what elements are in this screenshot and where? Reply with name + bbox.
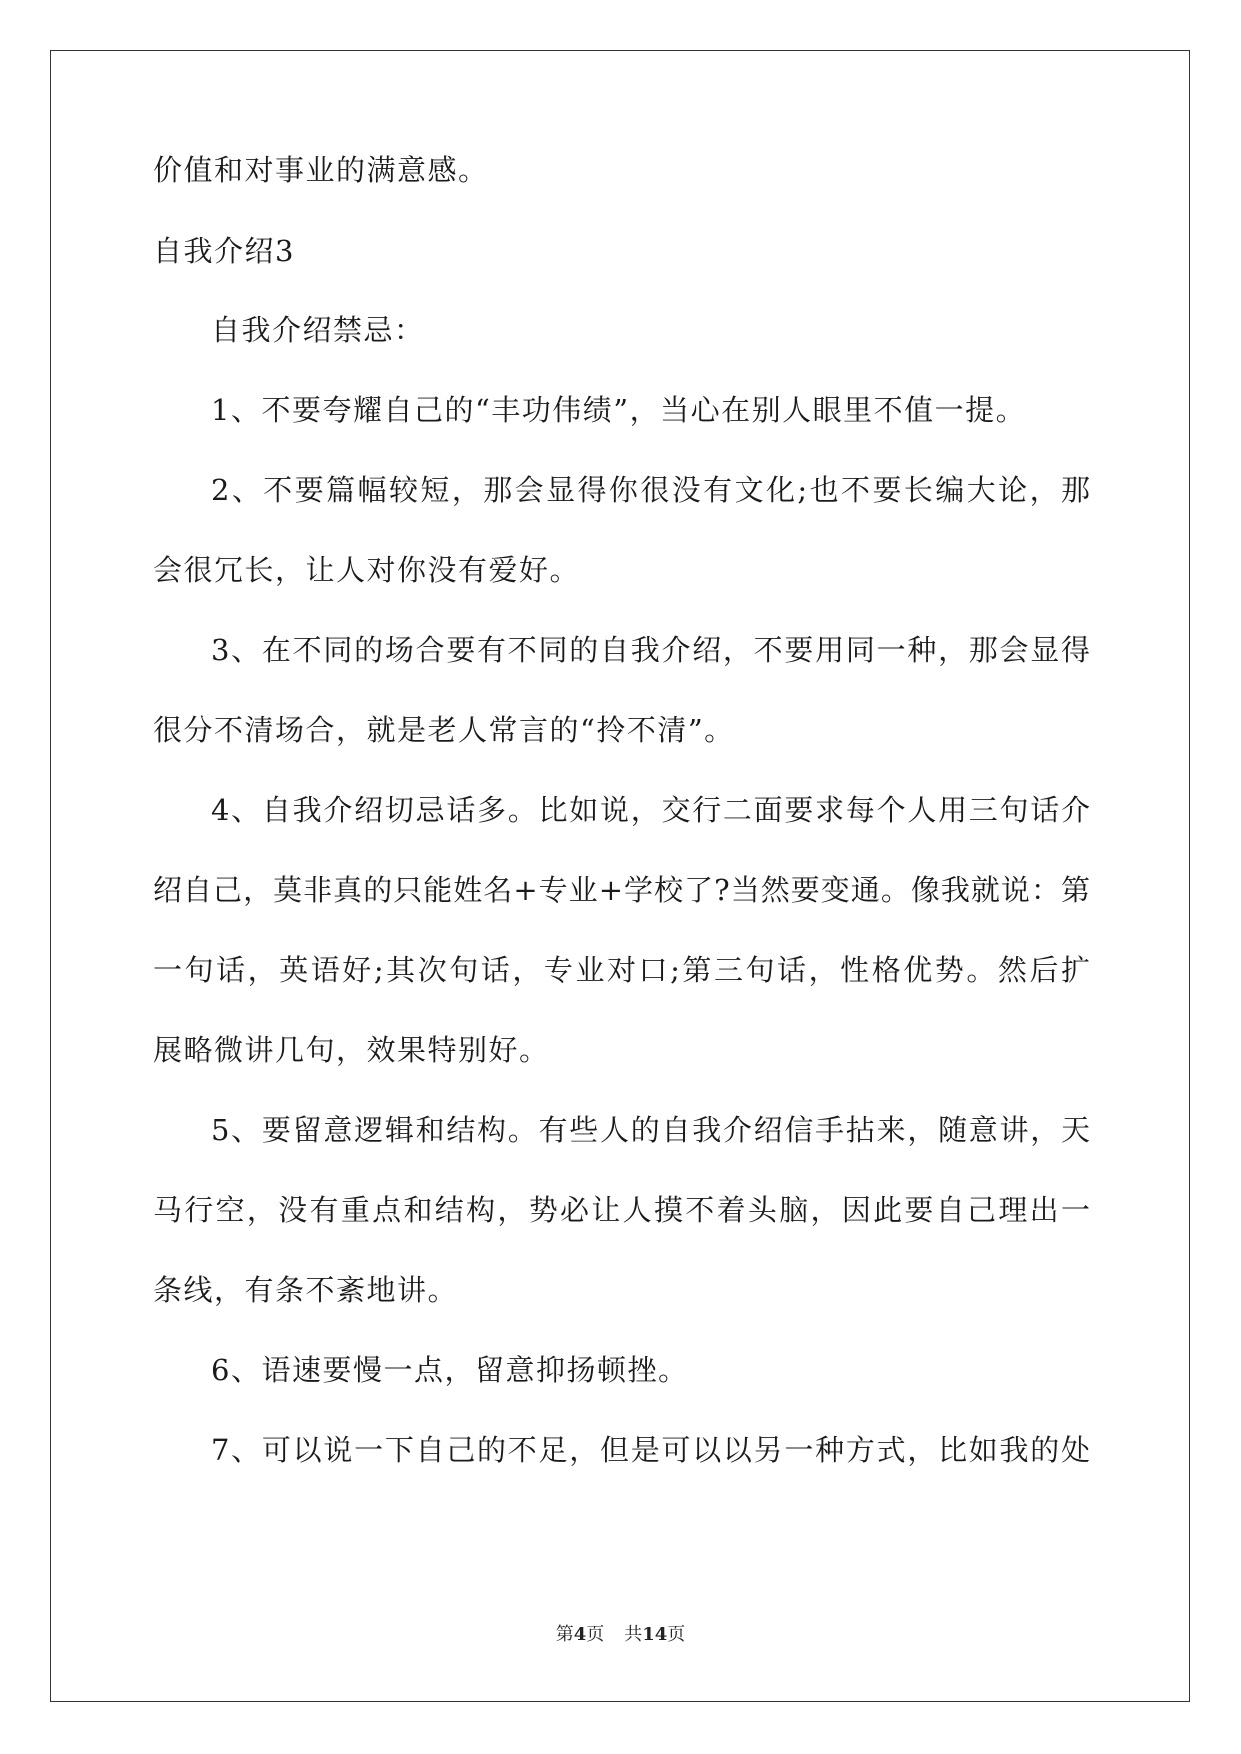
list-item: 5、要留意逻辑和结构。有些人的自我介绍信手拈来，随意讲，天 bbox=[211, 1113, 1090, 1147]
page-footer bbox=[0, 1623, 1241, 1647]
page-prefix: 第 bbox=[555, 1624, 574, 1645]
page-suffix: 页 bbox=[586, 1624, 605, 1645]
page-number: 4 bbox=[573, 1624, 587, 1645]
list-item: 6、语速要慢一点，留意抑扬顿挫。 bbox=[211, 1353, 689, 1387]
list-item: 4、自我介绍切忌话多。比如说，交行二面要求每个人用三句话介 bbox=[211, 793, 1090, 827]
list-item: 7、可以说一下自己的不足，但是可以以另一种方式，比如我的处 bbox=[211, 1433, 1090, 1467]
total-prefix: 共 bbox=[624, 1624, 643, 1645]
section-heading: 自我介绍3 bbox=[153, 234, 295, 268]
list-item: 3、在不同的场合要有不同的自我介绍，不要用同一种，那会显得 bbox=[211, 633, 1090, 667]
list-item-continuation: 一句话，英语好;其次句话，专业对口;第三句话，性格优势。然后扩 bbox=[153, 953, 1090, 987]
list-item-continuation: 会很冗长，让人对你没有爱好。 bbox=[153, 553, 581, 587]
total-suffix: 页 bbox=[667, 1624, 686, 1645]
total-pages: 14 bbox=[642, 1624, 668, 1645]
paragraph-line: 价值和对事业的满意感。 bbox=[153, 153, 489, 187]
list-item-continuation: 展略微讲几句，效果特别好。 bbox=[153, 1033, 550, 1067]
list-item-continuation: 很分不清场合，就是老人常言的“拎不清”。 bbox=[153, 713, 735, 747]
list-item-continuation: 马行空，没有重点和结构，势必让人摸不着头脑，因此要自己理出一 bbox=[153, 1193, 1090, 1227]
list-item-continuation: 条线，有条不紊地讲。 bbox=[153, 1273, 459, 1307]
list-item-continuation: 绍自己，莫非真的只能姓名+专业+学校了?当然要变通。像我就说：第 bbox=[153, 873, 1090, 907]
subsection-heading: 自我介绍禁忌： bbox=[211, 313, 425, 347]
list-item: 2、不要篇幅较短，那会显得你很没有文化;也不要长编大论，那 bbox=[211, 473, 1090, 507]
list-item: 1、不要夸耀自己的“丰功伟绩”，当心在别人眼里不值一提。 bbox=[211, 393, 1027, 427]
